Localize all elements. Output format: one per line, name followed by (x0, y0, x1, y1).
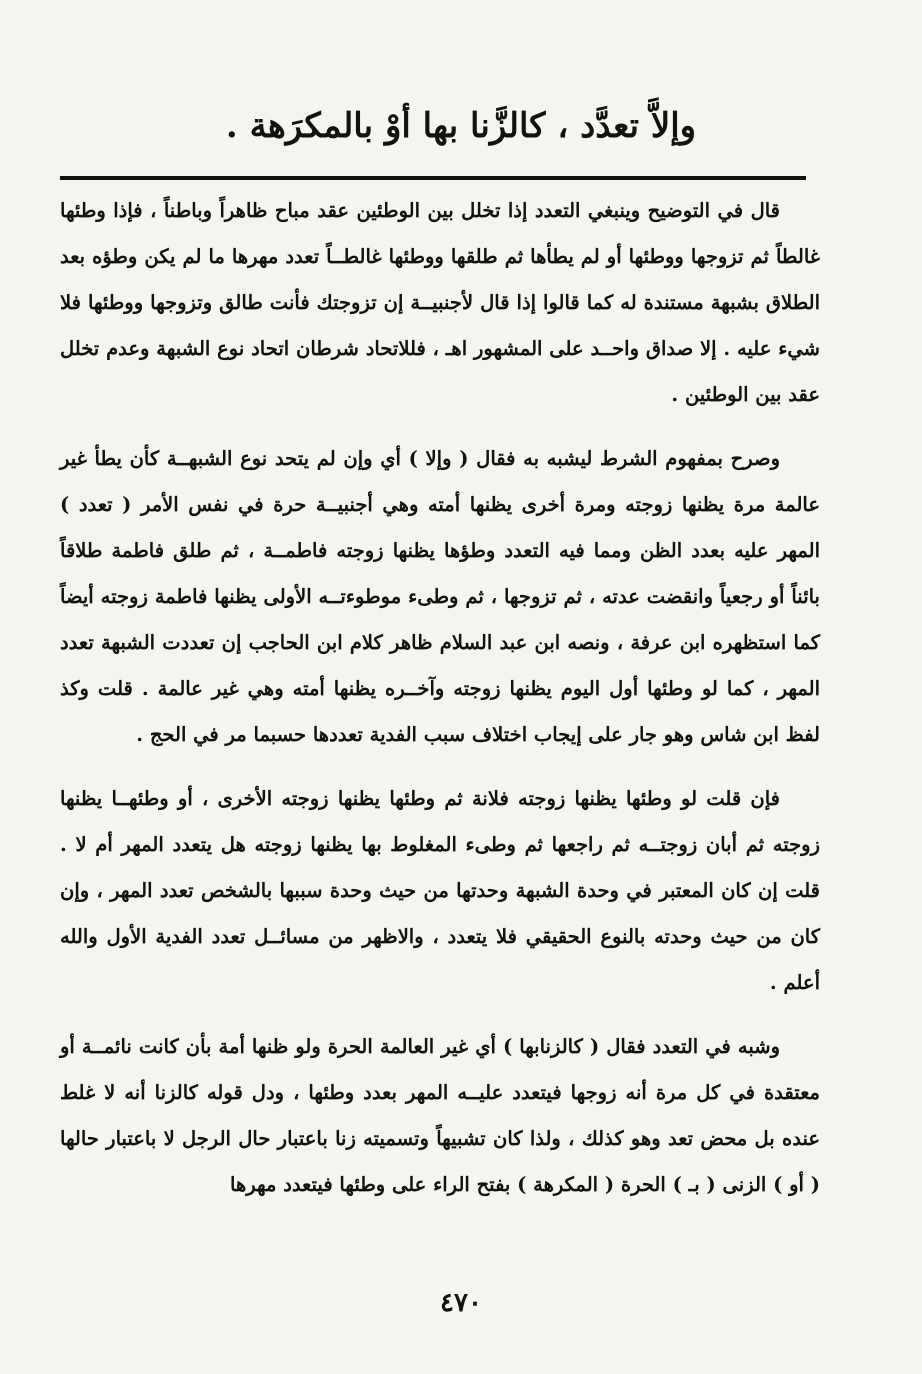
page-number: ٤٧٠ (440, 1288, 482, 1318)
paragraph-1: قال في التوضيح وينبغي التعدد إذا تخلل بين الوطئين عقد مباح ظاهراً وباطناً ، فإذا وطئها غالطاً ثم تزوجها ووطئها أو لم يطأها ثم طلقها ووطئها غالطــاً تعدد مهرها ما لم يكن وطؤه بعد الطلاق بشبهة مستندة له كما قالوا إذا قال لأجنبيــة إن تزوجتك فأنت طالق وتزوجها ووطئها فلا شيء عليه . إلا صداق واحــد على المشهور اهـ ، فللاتحاد شرطان اتحاد نوع الشبهة وعدم تخلل عقد بين الوطئين . (60, 199, 820, 406)
paragraph-3: فإن قلت لو وطئها يظنها زوجته فلانة ثم وطئها يظنها زوجته الأخرى ، أو وطئهــا يظنها زوجته ثم أبان زوجتــه ثم راجعها ثم وطىء المغلوط بها يظنها زوجته هل يتعدد المهر أم لا . قلت إن كان المعتبر في وحدة الشبهة وحدتها من حيث وحدة سببها بالشخص تعدد المهر ، وإن كان من حيث وحدته بالنوع الحقيقي فلا يتعدد ، والاظهر من مسائــل تعدد الفدية الأول والله أعلم . (60, 787, 820, 994)
matn-heading: وإلاَّ تعدَّد ، كالزَّنا بها أوْ بالمكرَهة . (225, 106, 697, 146)
heading-divider (60, 176, 806, 180)
commentary-body (60, 188, 820, 1208)
paragraph-2: وصرح بمفهوم الشرط ليشبه به فقال ( وإلا ) أي وإن لم يتحد نوع الشبهــة كأن يطأ غير عالمة مرة يظنها زوجته ومرة أخرى يظنها أمته وهي أجنبيــة حرة في نفس الأمر ( تعدد ) المهر عليه بعدد الظن ومما فيه التعدد وطؤها يظنها زوجته فاطمــة ، ثم طلق فاطمة طلاقاً بائناً أو رجعياً وانقضت عدته ، ثم تزوجها ، ثم وطىء موطوءتــه الأولى يظنها فاطمة زوجته أيضاً كما استظهره ابن عرفة ، ونصه ابن عبد السلام ظاهر كلام ابن الحاجب إن تعددت الشبهة تعدد المهر ، كما لو وطئها أول اليوم يظنها زوجته وآخــره يظنها أمته وهي غير عالمة . قلت وكذ لفظ ابن شاس وهو جار على إيجاب اختلاف سبب الفدية تعددها حسبما مر في الحج . (60, 447, 820, 746)
paragraph-4: وشبه في التعدد فقال ( كالزنابها ) أي غير العالمة الحرة ولو ظنها أمة بأن كانت نائمــة أو معتقدة في كل مرة أنه زوجها فيتعدد عليــه المهر بعدد وطئها ، ودل قوله كالزنا أنه لا غلط عنده بل محض تعد وهو كذلك ، ولذا كان تشبيهاً وتسميته زنا باعتبار حال الرجل لا باعتبار حالها ( أو ) الزنى ( بـ ) الحرة ( المكرهة ) بفتح الراء على وطئها فيتعدد مهرها (60, 1035, 820, 1196)
